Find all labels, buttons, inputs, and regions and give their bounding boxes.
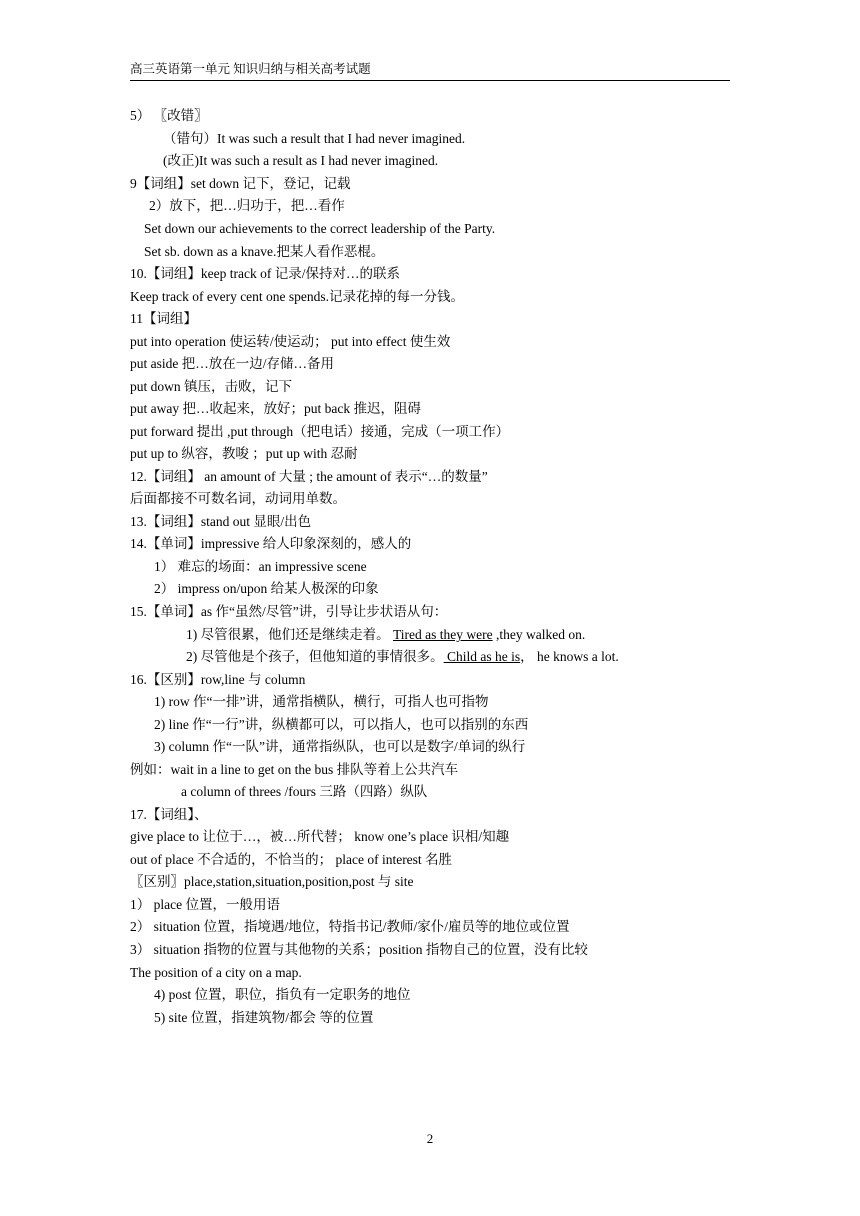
text-run: 1) 尽管很累，他们还是继续走着。 (186, 627, 393, 642)
text-line (186, 626, 585, 644)
text-line: 2）放下，把…归功于，把…看作 (149, 198, 345, 213)
text-run: ,they walked on. (492, 627, 586, 642)
underlined-answer: Child as he is (443, 649, 521, 664)
text-line: The position of a city on a map. (130, 965, 302, 980)
text-line: 5） 〖改错〗 (130, 108, 208, 123)
text-line: 9【词组】set down 记下，登记，记载 (130, 176, 351, 191)
text-line: 后面都接不可数名词，动词用单数。 (130, 491, 346, 506)
text-line: a column of threes /fours 三路（四路）纵队 (181, 784, 428, 799)
text-line: 3） situation 指物的位置与其他物的关系；position 指物自己的位置，没有比较 (130, 942, 588, 957)
text-line: 〖区别〗place,station,situation,position,post 与 site (130, 874, 414, 889)
text-line: （错句）It was such a result that I had never imagined. (163, 131, 466, 146)
text-line: 10.【词组】keep track of 记录/保持对…的联系 (130, 266, 400, 281)
text-line: put up to 纵容，教唆 ；put up with 忍耐 (130, 446, 358, 461)
text-line: 14.【单词】impressive 给人印象深刻的，感人的 (130, 536, 412, 551)
text-line: 15.【单词】as 作“虽然/尽管”讲，引导让步状语从句： (130, 604, 448, 619)
text-line: Set sb. down as a knave.把某人看作恶棍。 (144, 244, 385, 259)
text-line: put down 镇压，击败，记下 (130, 379, 292, 394)
text-run: ， he knows a lot. (520, 649, 619, 664)
text-line: 11【词组】 (130, 311, 197, 326)
text-line: (改正)It was such a result as I had never imagined. (163, 153, 439, 168)
text-line (186, 648, 619, 666)
text-line: give place to 让位于…，被…所代替； know one’s place 识相/知趣 (130, 829, 510, 844)
text-run: 2) 尽管他是个孩子，但他知道的事情很多。 (186, 649, 444, 664)
text-line: put away 把…收起来，放好；put back 推迟，阻碍 (130, 401, 421, 416)
page-header: 高三英语第一单元 知识归纳与相关高考试题 (130, 62, 730, 81)
text-line: 13.【词组】stand out 显眼/出色 (130, 514, 312, 529)
text-line: Keep track of every cent one spends.记录花掉的每一分钱。 (130, 289, 465, 304)
text-line: 2） situation 位置，指境遇/地位，特指书记/教师/家仆/雇员等的地位或位置 (130, 919, 570, 934)
text-line: 16.【区别】row,line 与 column (130, 672, 306, 687)
text-line: 例如：wait in a line to get on the bus 排队等着上公共汽车 (130, 762, 459, 777)
text-line: 2) line 作“一行”讲，纵横都可以，可以指人，也可以指别的东西 (154, 717, 529, 732)
text-line: Set down our achievements to the correct leadership of the Party. (144, 221, 496, 236)
text-line: 12.【词组】 an amount of 大量 ; the amount of 表示“…的数量” (130, 469, 488, 484)
text-line: out of place 不合适的，不恰当的； place of interest 名胜 (130, 852, 453, 867)
page-number: 2 (426, 1131, 434, 1146)
underlined-answer: Tired as they were (393, 627, 493, 642)
text-line: put forward 提出 ,put through（把电话）接通，完成（一项工作） (130, 424, 510, 439)
text-line: 3) column 作“一队”讲，通常指纵队，也可以是数字/单词的纵行 (154, 739, 526, 754)
text-line: put into operation 使运转/使运动； put into effect 使生效 (130, 334, 451, 349)
text-line: 17.【词组】、 (130, 807, 208, 822)
text-line: 1） place 位置，一般用语 (130, 897, 280, 912)
text-line: 2） impress on/upon 给某人极深的印象 (154, 581, 379, 596)
text-line: 5) site 位置，指建筑物/都会 等的位置 (154, 1010, 374, 1025)
text-line: 4) post 位置，职位，指负有一定职务的地位 (154, 987, 411, 1002)
text-line: put aside 把…放在一边/存储…备用 (130, 356, 334, 371)
text-line: 1) row 作“一排”讲，通常指横队，横行，可指人也可指物 (154, 694, 489, 709)
text-line: 1） 难忘的场面：an impressive scene (154, 559, 367, 574)
